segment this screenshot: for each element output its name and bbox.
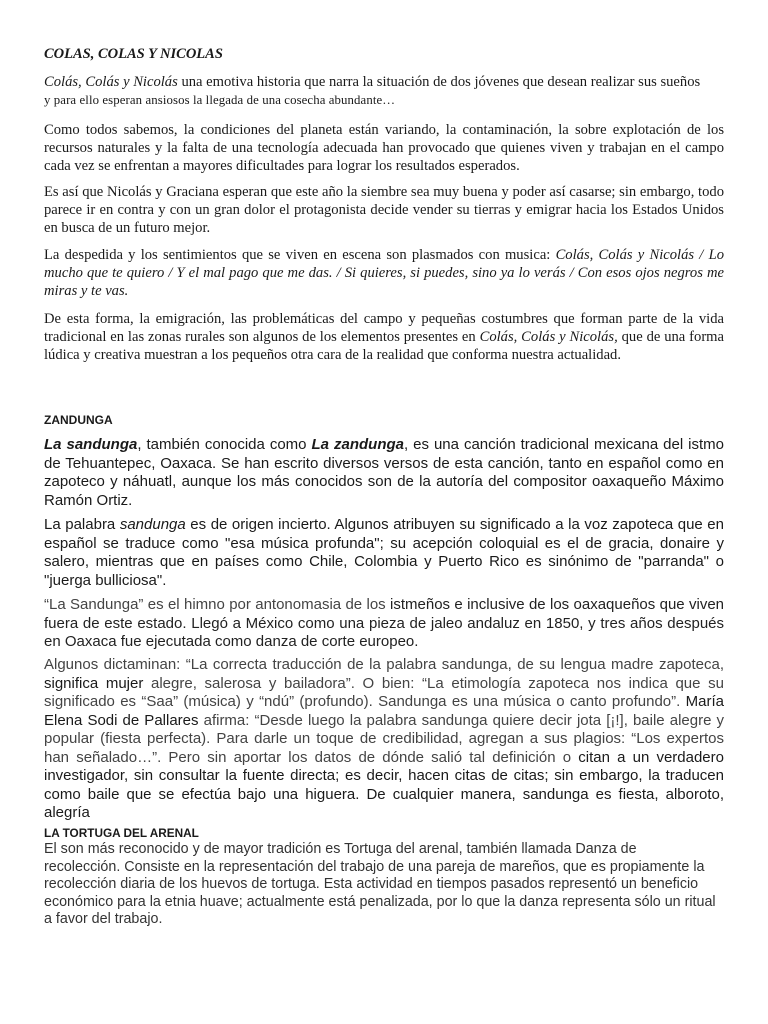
section-title-zandunga: ZANDUNGA: [44, 413, 113, 427]
zandunga-paragraph-3: [44, 596, 724, 652]
zandunga-paragraph-2: [44, 516, 724, 590]
zandunga-paragraph-4: [44, 656, 724, 823]
colas-song-lyrics: Colás, Colás y Nicolás / Lo mucho que te quiero / Y el mal pago que me das. / Si quieres, si puedes, sino ya lo verás / Con esos ojos negros me miras y te vas.: [44, 247, 724, 299]
zandunga-p1-text-b: , es una canción tradicional mexicana del istmo de Tehuantepec, Oaxaca. Se han escrito diversos versos de esta canción, tanto en español como en zapoteco y náhuatl, aunque los más conocidos son de la autoría del compositor oaxaqueño Máximo Ramón Ortiz.: [44, 436, 724, 509]
colas-paragraph-3: Es así que Nicolás y Graciana esperan que este año la siembre sea muy buena y poder así casarse; sin embargo, todo parece ir en contra y con un gran dolor el protagonista decide vender su tierras y emigrar hacia los Estados Unidos en busca de un futuro mejor.: [44, 184, 724, 236]
zandunga-p3-text-b: istmeños e inclusive de los oaxaqueños que viven fuera de este estado. Llegó a México como una pieza de jaleo andaluz en 1850, y tres años después en Oaxaca fue ejecutada como danza de corte europeo.: [44, 596, 725, 650]
zandunga-p4-text-f: citan a un verdadero investigador, sin consultar la fuente directa; es decir, hacen citas de citas; sin embargo, la traducen como baile que se efectúa bajo una higuera. De cualquier manera, sandunga es fiesta, alboroto, alegría: [44, 748, 724, 821]
colas-p5-text-a: De esta forma, la emigración, las problemáticas del campo y pequeñas costumbres que forman parte de la vida tradicional en las zonas rurales son algunos de los elementos presentes en: [44, 311, 724, 345]
zandunga-p4-text-a: Algunos dictaminan: “La correcta traducción de la palabra sandunga, de su lengua madre zapoteca,: [44, 656, 724, 673]
colas-p5-title-reference: Colás, Colás y Nicolás,: [479, 329, 618, 345]
zandunga-word: sandunga: [119, 516, 186, 533]
zandunga-p1-text-a: , también conocida como: [137, 436, 312, 453]
colas-paragraph-1: [44, 73, 724, 109]
zandunga-p2-text-a: La palabra: [44, 516, 120, 533]
section-title-tortuga: LA TORTUGA DEL ARENAL: [44, 826, 199, 840]
section-title-colas: COLAS, COLAS Y NICOLAS: [44, 46, 223, 62]
colas-title-reference: Colás, Colás y Nicolás: [44, 74, 178, 90]
zandunga-p4-text-c: alegre, salerosa y bailadora”. O bien: “La etimología zapoteca nos indica que su significado es “Saa” (música) y “ndú” (profundo). Sandunga es una música o canto profundo”.: [44, 674, 724, 710]
zandunga-name-a: La sandunga: [44, 436, 138, 453]
colas-paragraph-5: [44, 310, 724, 364]
zandunga-p3-text-a: “La Sandunga” es el himno por antonomasia de los: [44, 596, 391, 613]
colas-p1-text-b: y para ello esperan ansiosos la llegada de una cosecha abundante…: [44, 93, 396, 107]
colas-paragraph-2: Como todos sabemos, la condiciones del planeta están variando, la contaminación, la sobre explotación de los recursos naturales y la falta de una tecnología adecuada han provocado que quienes viven y trabajan en el campo cada vez se enfrentan a mayores dificultades para lograr los resultados esperados.: [44, 122, 724, 174]
zandunga-name-b: La zandunga: [311, 436, 404, 453]
zandunga-p4-text-d: María Elena Sodi de Pallares: [44, 693, 724, 729]
zandunga-p4-text-e: afirma: “Desde luego la palabra sandunga quiere decir jota [¡!], baile alegre y popular (fiesta perfecta). Para darle un toque de credibilidad, agregan a sus plagios: “Los expertos han señalado…”. Pero sin aportar los datos de dónde salió tal definición o: [44, 711, 725, 766]
zandunga-p2-text-b: es de origen incierto. Algunos atribuyen su significado a la voz zapoteca que en español se traduce como "esa música profunda"; su acepción coloquial es el de gracia, donaire y salero, mientras que en países como Chile, Colombia y Puerto Rico es sinónimo de "parranda" o "juerga bulliciosa".: [44, 516, 724, 589]
tortuga-paragraph: El son más reconocido y de mayor tradición es Tortuga del arenal, también llamada Danza de recolección. Consiste en la representación del trabajo de una pareja de mareños, que es propiamente la recolección diaria de los huevos de tortuga. Esta actividad en tiempos pasados representó un beneficio económico para la etnia huave; actualmente está penalizada, por lo que la danza representa sólo un ritual a favor del trabajo.: [44, 841, 716, 927]
zandunga-p4-text-b: significa mujer: [44, 674, 144, 692]
zandunga-paragraph-1: [44, 436, 724, 510]
colas-p5-text-b: que de una forma lúdica y creativa muestran a los pequeños otra cara de la realidad que conforma nuestra actualidad.: [44, 329, 725, 363]
colas-p1-text-a: una emotiva historia que narra la situación de dos jóvenes que desean realizar sus sueños: [177, 74, 701, 90]
colas-p4-text: La despedida y los sentimientos que se viven en escena son plasmados con musica:: [44, 247, 556, 263]
colas-paragraph-4: [44, 246, 724, 300]
